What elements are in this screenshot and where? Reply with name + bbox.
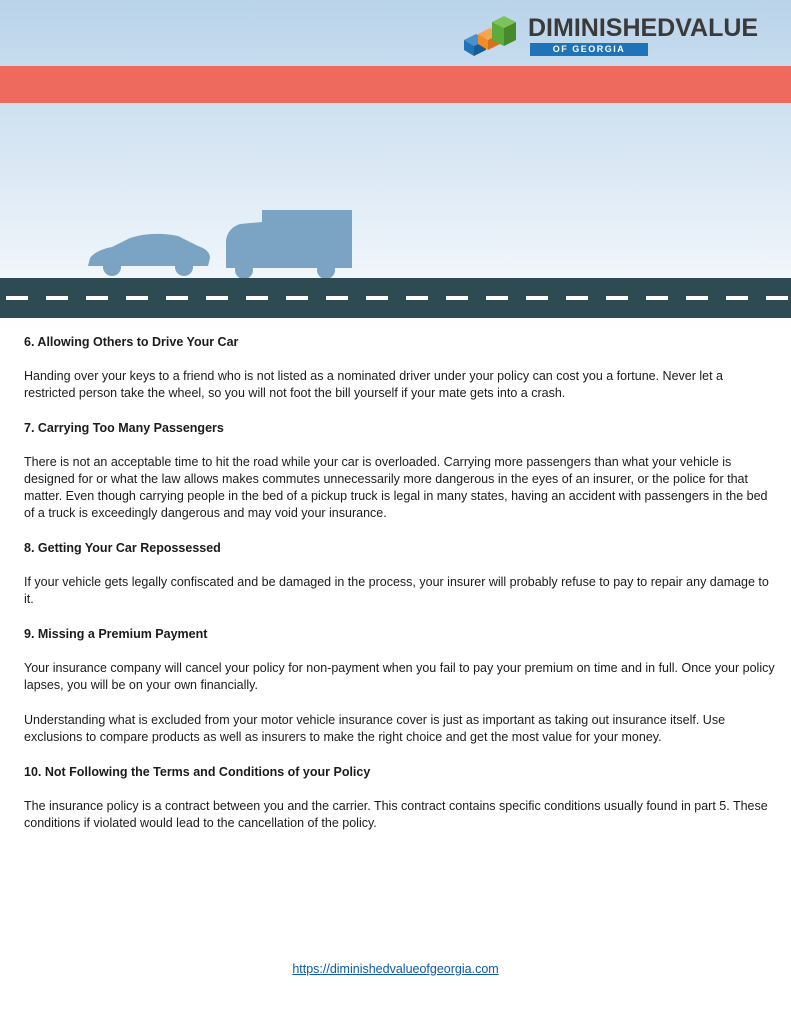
logo-subtitle: OF GEORGIA xyxy=(530,43,648,56)
road-dash xyxy=(326,296,348,300)
road-dash xyxy=(686,296,708,300)
road-dash xyxy=(86,296,108,300)
section-paragraph: There is not an acceptable time to hit the road while your car is overloaded. Carrying more passengers than what your vehicle is designed for or what the law allows makes commutes unnecessarily more dangerous in the eyes of an insurer, or the police for that matter. Even though carrying people in the bed of a pickup truck is legal in many states, having an accident with passengers in the bed of a truck is exceedingly dangerous and may void your insurance. xyxy=(24,455,768,520)
road-dash xyxy=(126,296,148,300)
road-dash xyxy=(6,296,28,300)
section-heading: 8. Getting Your Car Repossessed xyxy=(24,541,221,555)
red-band xyxy=(0,66,791,103)
section-heading: 6. Allowing Others to Drive Your Car xyxy=(24,335,239,349)
section-paragraph: Your insurance company will cancel your policy for non-payment when you fail to pay your premium on time and in full. Once your policy lapses, you will be on your own financially. xyxy=(24,661,775,692)
road-dash xyxy=(166,296,188,300)
header-banner xyxy=(0,0,791,330)
road-dash xyxy=(406,296,428,300)
website-link[interactable]: https://diminishedvalueofgeorgia.com xyxy=(292,962,499,976)
company-logo[interactable] xyxy=(462,12,782,58)
road-dash xyxy=(766,296,788,300)
section-heading: 9. Missing a Premium Payment xyxy=(24,627,208,641)
road-dash xyxy=(486,296,508,300)
section-paragraph: If your vehicle gets legally confiscated and be damaged in the process, your insurer will probably refuse to pay to repair any damage to it. xyxy=(24,575,769,606)
road-dash xyxy=(726,296,748,300)
truck-icon xyxy=(226,210,352,279)
logo-wordmark: DIMINISHEDVALUE xyxy=(528,14,759,42)
article-body xyxy=(24,334,776,850)
road-dash xyxy=(646,296,668,300)
vehicles-illustration xyxy=(0,200,791,280)
road-dash xyxy=(606,296,628,300)
road-dash xyxy=(566,296,588,300)
road-dash xyxy=(286,296,308,300)
road-dash xyxy=(246,296,268,300)
section-paragraph: Understanding what is excluded from your motor vehicle insurance cover is just as important as taking out insurance itself. Use exclusions to compare products as well as insurers to make the right choice and get the most value for your money. xyxy=(24,713,726,744)
road xyxy=(0,278,791,318)
section-paragraph: Handing over your keys to a friend who is not listed as a nominated driver under your policy can cost you a fortune. Never let a restricted person take the wheel, so you will not foot the bill yourself if your mate gets into a crash. xyxy=(24,369,723,400)
section-heading: 7. Carrying Too Many Passengers xyxy=(24,421,224,435)
section-heading: 10. Not Following the Terms and Conditions of your Policy xyxy=(24,765,371,779)
section-paragraph: The insurance policy is a contract between you and the carrier. This contract contains specific conditions usually found in part 5. These conditions if violated would lead to the cancellation of the policy. xyxy=(24,799,768,830)
road-dash xyxy=(526,296,548,300)
road-dash xyxy=(446,296,468,300)
road-dash xyxy=(46,296,68,300)
logo-blocks-icon xyxy=(462,12,524,58)
road-dash xyxy=(206,296,228,300)
car-icon xyxy=(88,234,210,276)
road-dash xyxy=(366,296,388,300)
